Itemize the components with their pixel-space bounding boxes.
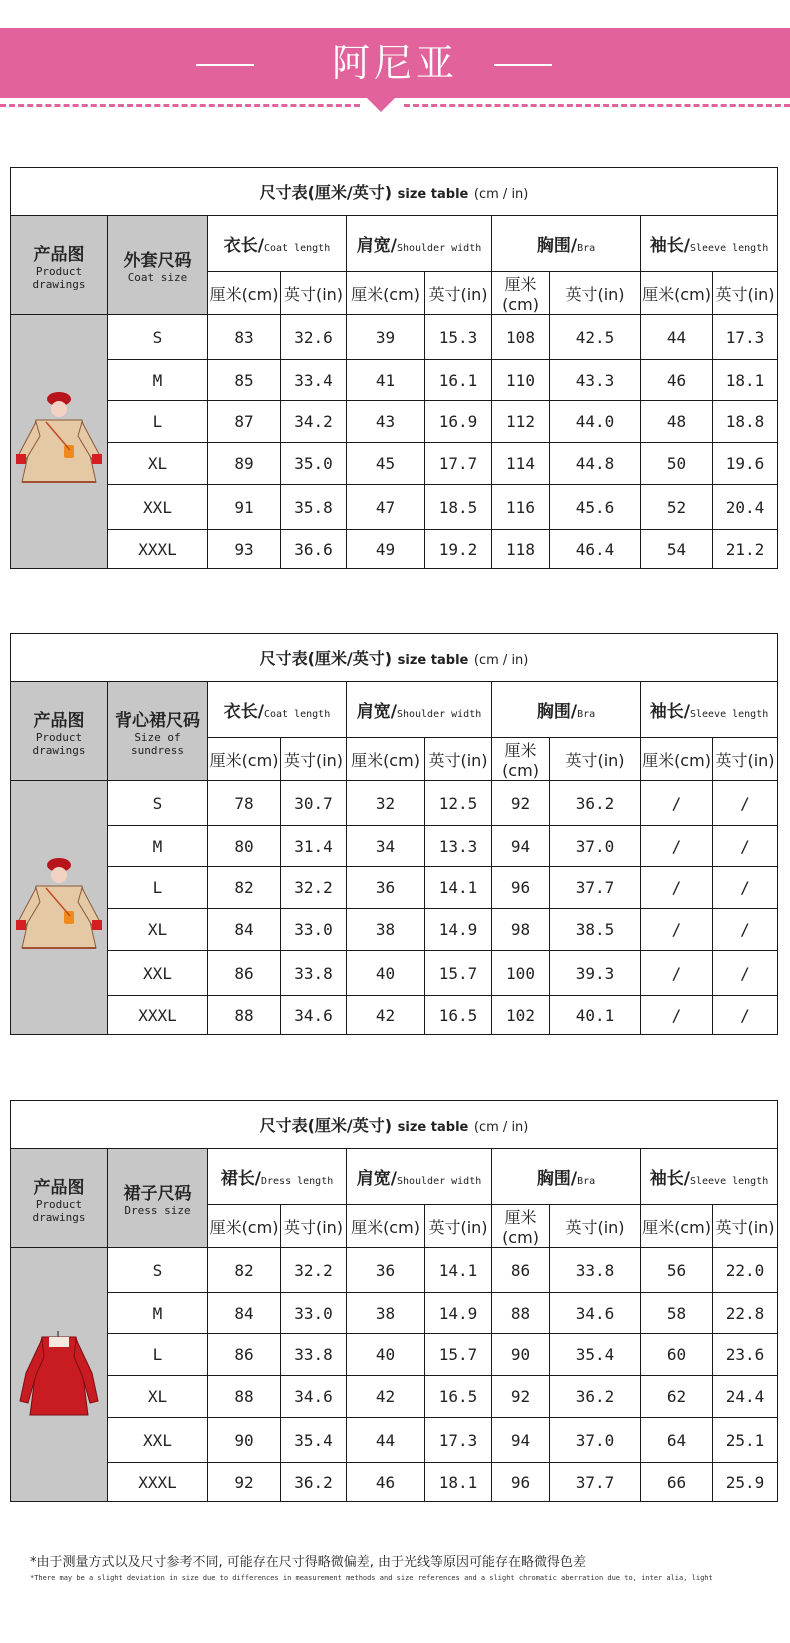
value-cell: 45.6 [550, 485, 641, 530]
value-cell: 42.5 [550, 315, 641, 360]
measure-header [641, 216, 778, 272]
value-cell: 22.0 [713, 1248, 778, 1293]
value-cell: 90 [492, 1334, 550, 1376]
value-cell: / [713, 826, 778, 867]
value-cell: 50 [641, 443, 713, 485]
table-title-cn: 尺寸表(厘米/英寸) [259, 649, 393, 668]
table-row [11, 909, 778, 951]
banner-dash-left [0, 104, 360, 107]
value-cell: 18.8 [713, 401, 778, 443]
table-row [11, 1376, 778, 1418]
value-cell: 41 [347, 360, 425, 401]
value-cell: 86 [492, 1248, 550, 1293]
measure-header-en: Dress length [260, 1176, 334, 1187]
table-row [11, 360, 778, 401]
value-cell: 46 [347, 1463, 425, 1502]
size-cell: XXXL [108, 530, 208, 569]
value-cell: 92 [492, 781, 550, 826]
value-cell: 60 [641, 1334, 713, 1376]
value-cell: 114 [492, 443, 550, 485]
value-cell: 54 [641, 530, 713, 569]
value-cell: 93 [208, 530, 281, 569]
value-cell: 90 [208, 1418, 281, 1463]
value-cell: 42 [347, 1376, 425, 1418]
size-cell: M [108, 360, 208, 401]
value-cell: 32.2 [281, 867, 347, 909]
value-cell: 58 [641, 1293, 713, 1334]
value-cell: 36.2 [281, 1463, 347, 1502]
value-cell: 16.5 [425, 1376, 492, 1418]
value-cell: 100 [492, 951, 550, 996]
value-cell: 35.4 [281, 1418, 347, 1463]
table-row [11, 485, 778, 530]
value-cell: 23.6 [713, 1334, 778, 1376]
value-cell: 86 [208, 951, 281, 996]
value-cell: 33.4 [281, 360, 347, 401]
value-cell: 17.7 [425, 443, 492, 485]
unit-cell: 厘米(cm) [347, 1205, 425, 1248]
value-cell: 16.9 [425, 401, 492, 443]
value-cell: 96 [492, 867, 550, 909]
value-cell: 14.9 [425, 1293, 492, 1334]
measure-header [641, 682, 778, 738]
product-label-en: Product drawings [32, 730, 86, 757]
value-cell: 66 [641, 1463, 713, 1502]
table-title-en: size table [397, 653, 469, 668]
product-label-en: Product drawings [32, 264, 86, 291]
value-cell: 18.1 [425, 1463, 492, 1502]
value-cell: 84 [208, 1293, 281, 1334]
table-row [11, 1463, 778, 1502]
table-row [11, 826, 778, 867]
value-cell: 49 [347, 530, 425, 569]
unit-cell: 英寸(in) [425, 272, 492, 315]
unit-cell: 厘米(cm) [347, 738, 425, 781]
measure-header-en: Bra [577, 709, 596, 720]
value-cell: 82 [208, 867, 281, 909]
value-cell: 30.7 [281, 781, 347, 826]
value-cell: 34.6 [281, 1376, 347, 1418]
measure-header [347, 682, 492, 738]
value-cell: / [713, 781, 778, 826]
value-cell: 112 [492, 401, 550, 443]
measure-header-cn: 袖长/ [649, 236, 690, 256]
measure-header-en: Shoulder width [396, 1176, 482, 1187]
product-image [11, 1248, 108, 1502]
size-cell: S [108, 781, 208, 826]
measure-header-en: Sleeve length [689, 243, 769, 254]
size-label-en: Dress size [124, 1204, 191, 1217]
measure-header-en: Shoulder width [396, 709, 482, 720]
size-cell: XXL [108, 951, 208, 996]
unit-cell: 英寸(in) [550, 272, 641, 315]
unit-cell: 厘米(cm) [492, 1205, 550, 1248]
banner-dash-right [404, 104, 790, 107]
value-cell: 40.1 [550, 996, 641, 1035]
value-cell: 37.0 [550, 1418, 641, 1463]
value-cell: 38.5 [550, 909, 641, 951]
value-cell: 34.6 [550, 1293, 641, 1334]
value-cell: 33.0 [281, 1293, 347, 1334]
measure-header-en: Sleeve length [689, 1176, 769, 1187]
banner-notch [367, 98, 395, 112]
unit-cell: 英寸(in) [425, 738, 492, 781]
size-header [108, 682, 208, 781]
measure-header [492, 216, 641, 272]
measure-header-cn: 胸围/ [536, 1169, 578, 1189]
value-cell: 108 [492, 315, 550, 360]
value-cell: 39.3 [550, 951, 641, 996]
value-cell: 89 [208, 443, 281, 485]
value-cell: / [713, 996, 778, 1035]
value-cell: / [713, 951, 778, 996]
value-cell: 15.3 [425, 315, 492, 360]
value-cell: 42 [347, 996, 425, 1035]
measure-header [208, 682, 347, 738]
value-cell: 33.8 [281, 951, 347, 996]
size-cell: XXL [108, 485, 208, 530]
size-cell: XXXL [108, 1463, 208, 1502]
value-cell: / [641, 909, 713, 951]
value-cell: 44 [641, 315, 713, 360]
table-row [11, 401, 778, 443]
value-cell: 88 [492, 1293, 550, 1334]
measure-header-en: Coat length [263, 243, 331, 254]
value-cell: 14.1 [425, 1248, 492, 1293]
measure-header [347, 216, 492, 272]
size-label-cn: 裙子尺码 [123, 1184, 192, 1204]
value-cell: 94 [492, 1418, 550, 1463]
measure-header-cn: 裙长/ [220, 1169, 261, 1189]
note-en: *There may be a slight deviation in size due to differences in measurement methods and size references and a slight chromatic aberration due to, inter alia, light [30, 1574, 713, 1582]
product-label-en: Product drawings [32, 1197, 86, 1224]
page-title: 阿尼亚 [331, 41, 458, 85]
value-cell: 44 [347, 1418, 425, 1463]
value-cell: 43 [347, 401, 425, 443]
table-row [11, 1334, 778, 1376]
size-cell: S [108, 1248, 208, 1293]
value-cell: 35.4 [550, 1334, 641, 1376]
size-label-en: Size of sundress [131, 730, 184, 757]
value-cell: 22.8 [713, 1293, 778, 1334]
size-cell: XXL [108, 1418, 208, 1463]
table-title-cn: 尺寸表(厘米/英寸) [259, 1116, 393, 1135]
value-cell: 18.1 [713, 360, 778, 401]
measure-header-cn: 衣长/ [223, 236, 264, 256]
value-cell: / [641, 826, 713, 867]
unit-cell: 厘米(cm) [641, 1205, 713, 1248]
measure-header-en: Bra [577, 1176, 596, 1187]
table-title-en: size table [397, 1120, 469, 1135]
value-cell: 38 [347, 909, 425, 951]
table-title [11, 1101, 778, 1149]
measure-header [492, 682, 641, 738]
value-cell: 45 [347, 443, 425, 485]
measure-header [208, 216, 347, 272]
table-row [11, 1418, 778, 1463]
table-row [11, 315, 778, 360]
value-cell: 62 [641, 1376, 713, 1418]
value-cell: 40 [347, 951, 425, 996]
product-image [11, 315, 108, 569]
table-row [11, 867, 778, 909]
value-cell: 80 [208, 826, 281, 867]
size-header [108, 1149, 208, 1248]
unit-cell: 厘米(cm) [208, 272, 281, 315]
value-cell: 19.6 [713, 443, 778, 485]
unit-cell: 英寸(in) [713, 272, 778, 315]
product-label-cn: 产品图 [33, 244, 85, 265]
value-cell: 37.7 [550, 867, 641, 909]
value-cell: / [713, 909, 778, 951]
value-cell: 36.2 [550, 781, 641, 826]
size-table [10, 167, 778, 569]
product-label-cn: 产品图 [33, 1177, 85, 1198]
measure-header-en: Coat length [263, 709, 331, 720]
value-cell: 14.9 [425, 909, 492, 951]
value-cell: 36.6 [281, 530, 347, 569]
measure-header-en: Sleeve length [689, 709, 769, 720]
size-cell: L [108, 1334, 208, 1376]
value-cell: 36 [347, 1248, 425, 1293]
unit-cell: 厘米(cm) [492, 272, 550, 315]
value-cell: 12.5 [425, 781, 492, 826]
product-drawing-header [11, 216, 108, 315]
unit-cell: 英寸(in) [550, 738, 641, 781]
value-cell: 64 [641, 1418, 713, 1463]
value-cell: 33.8 [281, 1334, 347, 1376]
measure-header-cn: 袖长/ [649, 702, 690, 722]
coat-figure-icon [16, 856, 102, 956]
value-cell: 14.1 [425, 867, 492, 909]
value-cell: 92 [492, 1376, 550, 1418]
measure-header-cn: 胸围/ [536, 236, 578, 256]
measure-header-cn: 肩宽/ [356, 236, 397, 256]
value-cell: 116 [492, 485, 550, 530]
value-cell: 39 [347, 315, 425, 360]
unit-cell: 英寸(in) [281, 738, 347, 781]
value-cell: 78 [208, 781, 281, 826]
note-cn: *由于测量方式以及尺寸参考不同, 可能存在尺寸得略微偏差, 由于光线等原因可能存在略微得色差 [30, 1555, 587, 1570]
value-cell: / [641, 951, 713, 996]
value-cell: 24.4 [713, 1376, 778, 1418]
table-title-unit: (cm / in) [473, 187, 529, 202]
dress-figure-icon [16, 1323, 102, 1423]
measure-header-cn: 肩宽/ [356, 702, 397, 722]
value-cell: 32.2 [281, 1248, 347, 1293]
value-cell: 85 [208, 360, 281, 401]
product-label-cn: 产品图 [33, 710, 85, 731]
value-cell: 15.7 [425, 951, 492, 996]
unit-cell: 英寸(in) [425, 1205, 492, 1248]
size-cell: XXXL [108, 996, 208, 1035]
measure-header [347, 1149, 492, 1205]
product-image [11, 781, 108, 1035]
value-cell: 94 [492, 826, 550, 867]
unit-cell: 英寸(in) [713, 1205, 778, 1248]
unit-cell: 厘米(cm) [208, 1205, 281, 1248]
unit-cell: 厘米(cm) [641, 272, 713, 315]
value-cell: 98 [492, 909, 550, 951]
table-row [11, 1248, 778, 1293]
size-table [10, 633, 778, 1035]
table-row [11, 996, 778, 1035]
value-cell: 25.9 [713, 1463, 778, 1502]
size-header [108, 216, 208, 315]
value-cell: 15.7 [425, 1334, 492, 1376]
table-title-en: size table [397, 187, 469, 202]
value-cell: 34 [347, 826, 425, 867]
unit-cell: 英寸(in) [713, 738, 778, 781]
value-cell: 83 [208, 315, 281, 360]
value-cell: 21.2 [713, 530, 778, 569]
value-cell: 110 [492, 360, 550, 401]
measure-header-cn: 袖长/ [649, 1169, 690, 1189]
value-cell: 32 [347, 781, 425, 826]
value-cell: 38 [347, 1293, 425, 1334]
size-table [10, 1100, 778, 1502]
value-cell: 35.8 [281, 485, 347, 530]
value-cell: 82 [208, 1248, 281, 1293]
value-cell: / [641, 996, 713, 1035]
value-cell: 34.6 [281, 996, 347, 1035]
banner-right-line [494, 64, 552, 66]
unit-cell: 英寸(in) [281, 272, 347, 315]
value-cell: 20.4 [713, 485, 778, 530]
value-cell: 35.0 [281, 443, 347, 485]
value-cell: 52 [641, 485, 713, 530]
unit-cell: 厘米(cm) [641, 738, 713, 781]
coat-figure-icon [16, 390, 102, 490]
table-row [11, 530, 778, 569]
table-title [11, 168, 778, 216]
unit-cell: 英寸(in) [281, 1205, 347, 1248]
unit-cell: 厘米(cm) [347, 272, 425, 315]
value-cell: 18.5 [425, 485, 492, 530]
value-cell: 16.5 [425, 996, 492, 1035]
value-cell: 88 [208, 996, 281, 1035]
unit-cell: 厘米(cm) [492, 738, 550, 781]
measure-header-en: Bra [577, 243, 596, 254]
size-cell: XL [108, 909, 208, 951]
value-cell: 17.3 [425, 1418, 492, 1463]
measure-header [641, 1149, 778, 1205]
measure-header-cn: 胸围/ [536, 702, 578, 722]
unit-cell: 英寸(in) [550, 1205, 641, 1248]
size-label-cn: 背心裙尺码 [115, 710, 200, 731]
value-cell: 13.3 [425, 826, 492, 867]
value-cell: 33.8 [550, 1248, 641, 1293]
value-cell: 43.3 [550, 360, 641, 401]
value-cell: 84 [208, 909, 281, 951]
unit-cell: 厘米(cm) [208, 738, 281, 781]
value-cell: 96 [492, 1463, 550, 1502]
value-cell: 37.0 [550, 826, 641, 867]
table-title-cn: 尺寸表(厘米/英寸) [259, 183, 393, 202]
value-cell: 44.0 [550, 401, 641, 443]
value-cell: 46.4 [550, 530, 641, 569]
value-cell: 36.2 [550, 1376, 641, 1418]
measure-header-en: Shoulder width [396, 243, 482, 254]
value-cell: 31.4 [281, 826, 347, 867]
value-cell: 56 [641, 1248, 713, 1293]
value-cell: 44.8 [550, 443, 641, 485]
header-banner [0, 28, 790, 98]
value-cell: / [641, 867, 713, 909]
value-cell: 32.6 [281, 315, 347, 360]
size-cell: L [108, 867, 208, 909]
table-row [11, 1293, 778, 1334]
size-cell: XL [108, 443, 208, 485]
size-label-en: Coat size [127, 271, 188, 284]
value-cell: 48 [641, 401, 713, 443]
measure-header-cn: 衣长/ [223, 702, 264, 722]
value-cell: 91 [208, 485, 281, 530]
value-cell: 37.7 [550, 1463, 641, 1502]
table-title-unit: (cm / in) [473, 653, 529, 668]
value-cell: 46 [641, 360, 713, 401]
value-cell: 25.1 [713, 1418, 778, 1463]
product-drawing-header [11, 682, 108, 781]
value-cell: / [713, 867, 778, 909]
value-cell: 17.3 [713, 315, 778, 360]
value-cell: 16.1 [425, 360, 492, 401]
size-cell: L [108, 401, 208, 443]
size-cell: M [108, 1293, 208, 1334]
value-cell: 19.2 [425, 530, 492, 569]
value-cell: 92 [208, 1463, 281, 1502]
value-cell: 88 [208, 1376, 281, 1418]
measure-header [208, 1149, 347, 1205]
table-row [11, 781, 778, 826]
table-row [11, 951, 778, 996]
value-cell: 86 [208, 1334, 281, 1376]
product-drawing-header [11, 1149, 108, 1248]
value-cell: 118 [492, 530, 550, 569]
measure-header [492, 1149, 641, 1205]
size-cell: M [108, 826, 208, 867]
value-cell: / [641, 781, 713, 826]
value-cell: 40 [347, 1334, 425, 1376]
value-cell: 36 [347, 867, 425, 909]
value-cell: 102 [492, 996, 550, 1035]
size-cell: XL [108, 1376, 208, 1418]
value-cell: 87 [208, 401, 281, 443]
table-title-unit: (cm / in) [473, 1120, 529, 1135]
table-row [11, 443, 778, 485]
size-label-cn: 外套尺码 [123, 251, 192, 271]
value-cell: 33.0 [281, 909, 347, 951]
table-title [11, 634, 778, 682]
value-cell: 47 [347, 485, 425, 530]
size-cell: S [108, 315, 208, 360]
value-cell: 34.2 [281, 401, 347, 443]
measure-header-cn: 肩宽/ [356, 1169, 397, 1189]
